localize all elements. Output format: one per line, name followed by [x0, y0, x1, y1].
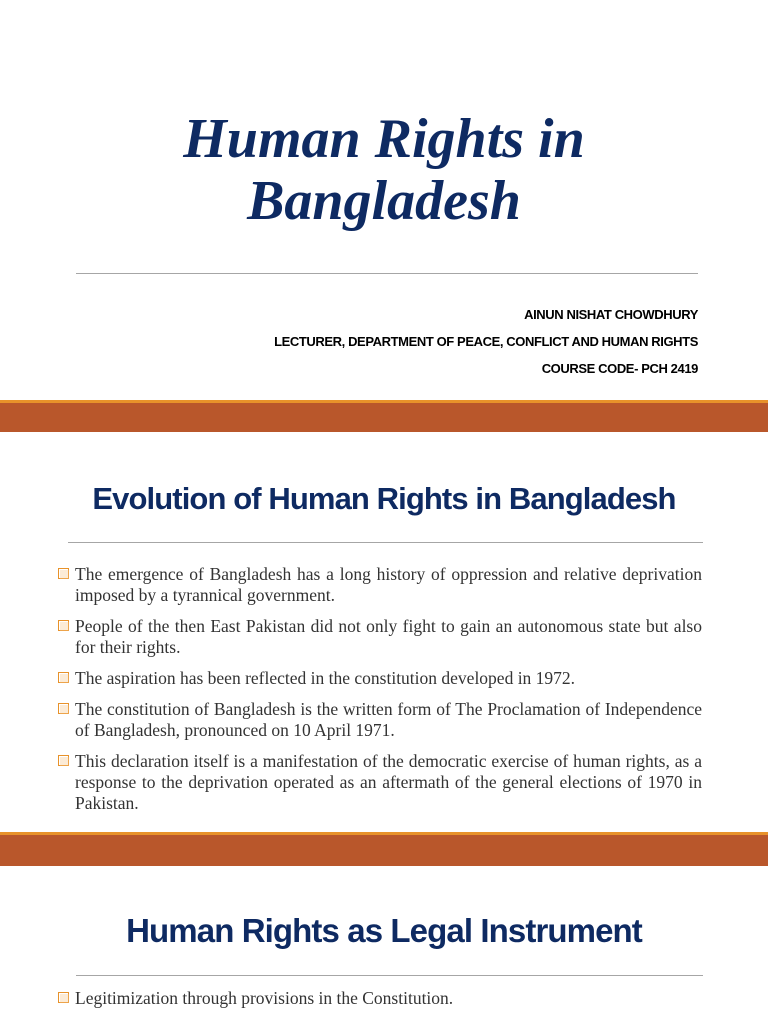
bullet-list [57, 564, 702, 824]
slide-separator-bar [0, 400, 768, 432]
bullet-item [57, 564, 702, 606]
bullet-item [57, 616, 702, 658]
bullet-text: This declaration itself is a manifestation of the democratic exercise of human rights, as a response to the deprivation operated as an aftermath of the general elections of 1970 in Pakistan. [75, 751, 702, 813]
checkbox-bullet-icon [58, 703, 69, 714]
title-line-1: Human Rights in [183, 108, 585, 170]
bullet-item [57, 988, 702, 1009]
presentation-title [100, 108, 668, 232]
bullet-text: Legitimization through provisions in the Constitution. [75, 988, 454, 1008]
author-position: LECTURER, DEPARTMENT OF PEACE, CONFLICT AND HUMAN RIGHTS [274, 334, 698, 349]
slide-title: Human Rights as Legal Instrument [126, 912, 642, 949]
slide-separator-bar [0, 832, 768, 866]
course-code: COURSE CODE- PCH 2419 [541, 361, 698, 376]
title-divider [76, 273, 698, 274]
title-line-2: Bangladesh [247, 170, 521, 232]
legal-instrument-slide [0, 866, 768, 1024]
bullet-text: The aspiration has been reflected in the constitution developed in 1972. [75, 668, 576, 688]
bullet-item [57, 699, 702, 741]
bullet-item [57, 751, 702, 814]
checkbox-bullet-icon [58, 672, 69, 683]
bullet-text: People of the then East Pakistan did not only fight to gain an autonomous state but also for their rights. [75, 616, 702, 657]
bullet-item [57, 668, 702, 689]
evolution-slide [0, 432, 768, 832]
author-name: AINUN NISHAT CHOWDHURY [524, 307, 698, 322]
bullet-text: The constitution of Bangladesh is the written form of The Proclamation of Independence of Bangladesh, pronounced on 10 April 1971. [75, 699, 702, 740]
checkbox-bullet-icon [58, 992, 69, 1003]
title-divider [68, 542, 703, 543]
checkbox-bullet-icon [58, 568, 69, 579]
title-divider [76, 975, 703, 976]
title-slide [0, 0, 768, 400]
checkbox-bullet-icon [58, 755, 69, 766]
bullet-text: The emergence of Bangladesh has a long history of oppression and relative deprivation imposed by a tyrannical government. [75, 564, 702, 605]
slide-title: Evolution of Human Rights in Bangladesh [92, 481, 676, 516]
author-info [274, 306, 698, 387]
checkbox-bullet-icon [58, 620, 69, 631]
bullet-list [57, 988, 702, 1019]
